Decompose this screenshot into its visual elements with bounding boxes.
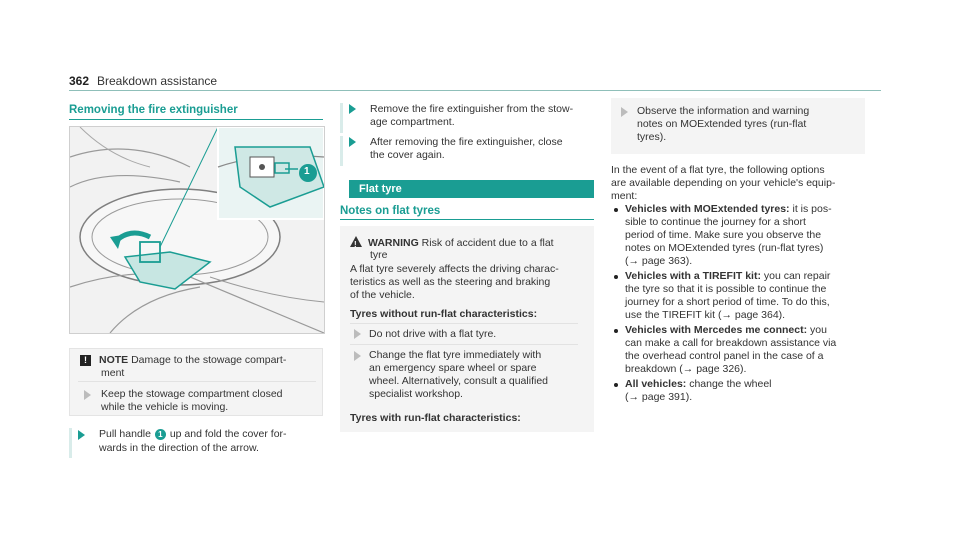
observe-line-2: notes on MOExtended tyres (run-flat xyxy=(637,118,807,130)
option-3-page-link[interactable]: breakdown (→ page 326). xyxy=(625,363,747,375)
option-2-line-1 xyxy=(625,270,830,283)
step-3-line-1: After removing the fire extinguisher, close xyxy=(370,136,563,148)
step-bar xyxy=(340,103,343,133)
step-1-pre: Pull handle xyxy=(99,428,151,440)
step-arrow-icon xyxy=(78,430,85,440)
warning-body-3: of the vehicle. xyxy=(350,289,415,301)
option-4-rest: change the wheel xyxy=(686,378,772,390)
page-number: 362 xyxy=(69,74,90,88)
with-runflat-title: Tyres with run-flat characteristics: xyxy=(350,412,521,424)
warning-header-line-1 xyxy=(350,236,554,250)
warning-header-line-2: tyre xyxy=(370,249,388,261)
intro-line-1: In the event of a flat tyre, the following options xyxy=(611,164,825,176)
option-1-rest: it is pos- xyxy=(789,203,832,215)
option-3-rest: you xyxy=(807,324,827,336)
option-1-line-4: notes on MOExtended tyres (run-flat tyres) xyxy=(625,242,824,254)
observe-line-3: tyres). xyxy=(637,131,667,143)
step-arrow-icon xyxy=(354,351,361,361)
option-4-heading: All vehicles: xyxy=(625,378,687,390)
option-3-line-2: can make a call for breakdown assistance via xyxy=(625,337,837,349)
section-band-title: Flat tyre xyxy=(359,183,402,195)
note-step-line-1: Keep the stowage compartment closed xyxy=(101,388,283,400)
step-arrow-icon xyxy=(354,329,361,339)
step-2-line-2: age compartment. xyxy=(370,116,455,128)
step-arrow-icon xyxy=(349,104,356,114)
note-box xyxy=(69,348,323,416)
without-runflat-title: Tyres without run-flat characteristics: xyxy=(350,308,538,320)
note-label: NOTE xyxy=(99,354,129,366)
option-1-line-2: sible to continue the journey for a short xyxy=(625,216,806,228)
step-1-line-1 xyxy=(99,428,287,441)
bullet-icon xyxy=(614,208,618,212)
note-icon: ! xyxy=(80,355,91,366)
section-rule xyxy=(69,119,323,120)
warning-divider xyxy=(350,344,578,345)
section-title-fire-extinguisher: Removing the fire extinguisher xyxy=(69,104,238,116)
option-2-heading: Vehicles with a TIREFIT kit: xyxy=(625,270,761,282)
step-1-post: up and fold the cover for- xyxy=(169,428,287,440)
subsection-rule xyxy=(340,219,594,220)
note-line-1 xyxy=(80,354,286,367)
step-arrow-icon xyxy=(84,390,91,400)
observe-box xyxy=(611,98,865,154)
step-3-line-2: the cover again. xyxy=(370,149,445,161)
step-bar xyxy=(340,136,343,166)
note-divider xyxy=(78,381,316,382)
note-step-line-2: while the vehicle is moving. xyxy=(101,401,229,413)
option-1-line-3: period of time. Make sure you observe the xyxy=(625,229,822,241)
warning-body-2: teristics as well as the steering and braking xyxy=(350,276,551,288)
warning-step-b-2: an emergency spare wheel or spare xyxy=(369,362,537,374)
observe-line-1: Observe the information and warning xyxy=(637,105,810,117)
warning-body-1: A flat tyre severely affects the driving charac- xyxy=(350,263,559,275)
option-1-heading: Vehicles with MOExtended tyres: xyxy=(625,203,790,215)
warning-step-b-4: specialist workshop. xyxy=(369,388,463,400)
note-text: Damage to the stowage compart- xyxy=(131,354,287,366)
warning-label: WARNING xyxy=(368,237,419,249)
callout-1-label: 1 xyxy=(304,166,310,177)
bullet-icon xyxy=(614,383,618,387)
step-arrow-icon xyxy=(621,107,628,117)
bullet-icon xyxy=(614,275,618,279)
option-4-page-link[interactable]: (→ page 391). xyxy=(625,391,693,403)
warning-text: Risk of accident due to a flat xyxy=(421,237,554,249)
subsection-title-notes: Notes on flat tyres xyxy=(340,205,441,217)
option-3-heading: Vehicles with Mercedes me connect: xyxy=(625,324,808,336)
bullet-icon xyxy=(614,329,618,333)
warning-step-b-3: wheel. Alternatively, consult a qualified xyxy=(369,375,548,387)
option-1-line-1 xyxy=(625,203,832,216)
intro-line-3: ment: xyxy=(611,190,638,202)
illustration-fire-extinguisher xyxy=(69,126,325,334)
option-2-line-2: the tyre so that it is possible to continue the xyxy=(625,283,827,295)
option-2-page-link[interactable]: use the TIREFIT kit (→ page 364). xyxy=(625,309,786,321)
callout-1-icon: 1 xyxy=(155,429,166,440)
note-line-2: ment xyxy=(101,367,125,379)
header-rule xyxy=(69,90,881,91)
running-header: Breakdown assistance xyxy=(97,74,218,88)
illustration-drawing xyxy=(70,127,324,333)
warning-box xyxy=(340,226,594,432)
intro-line-2: are available depending on your vehicle's equip- xyxy=(611,177,836,189)
option-2-line-3: journey for a short period of time. To do this, xyxy=(625,296,830,308)
option-2-rest: you can repair xyxy=(760,270,831,282)
warning-step-a: Do not drive with a flat tyre. xyxy=(369,328,497,340)
option-4-line-1 xyxy=(625,378,772,391)
step-2-line-1: Remove the fire extinguisher from the stow- xyxy=(370,103,574,115)
warning-divider xyxy=(350,323,578,324)
step-arrow-icon xyxy=(349,137,356,147)
warning-step-b-1: Change the flat tyre immediately with xyxy=(369,349,542,361)
option-3-line-1 xyxy=(625,324,827,337)
option-3-line-3: the overhead control panel in the case of a xyxy=(625,350,824,362)
step-bar xyxy=(69,428,72,458)
option-1-page-link[interactable]: (→ page 363). xyxy=(625,255,693,267)
step-1-line-2: wards in the direction of the arrow. xyxy=(99,442,259,454)
warning-triangle-icon xyxy=(350,236,362,247)
